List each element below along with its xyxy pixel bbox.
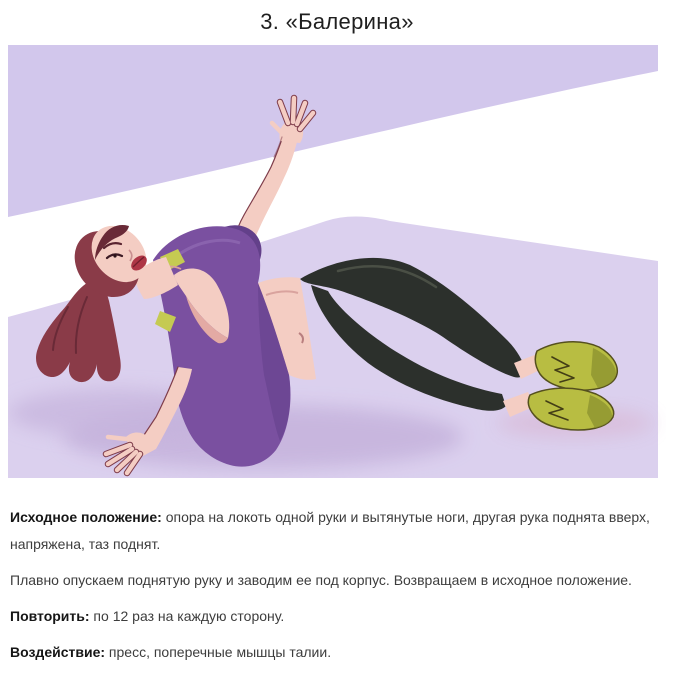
paragraph-text: Плавно опускаем поднятую руку и заводим ее под корпус. Возвращаем в исходное положение.	[10, 572, 632, 588]
instructions	[0, 478, 674, 675]
exercise-figure-canvas	[8, 45, 666, 478]
pupil	[113, 254, 116, 257]
instruction-paragraph	[10, 567, 658, 594]
instruction-paragraph	[10, 639, 658, 666]
instruction-paragraph	[10, 603, 658, 630]
paragraph-text: по 12 раз на каждую сторону.	[89, 608, 285, 624]
paragraph-text: опора на локоть одной руки и вытянутые ноги, другая рука поднята вверх, напряжена, таз поднят.	[10, 509, 650, 552]
exercise-title: 3. «Балерина»	[260, 9, 414, 34]
paragraph-label: Воздействие:	[10, 644, 106, 660]
paragraph-text: пресс, поперечные мышцы талии.	[105, 644, 332, 660]
instruction-paragraph	[10, 504, 658, 558]
exercise-illustration	[8, 45, 666, 478]
paragraph-label: Повторить:	[10, 608, 90, 624]
paragraph-label: Исходное положение:	[10, 509, 162, 525]
